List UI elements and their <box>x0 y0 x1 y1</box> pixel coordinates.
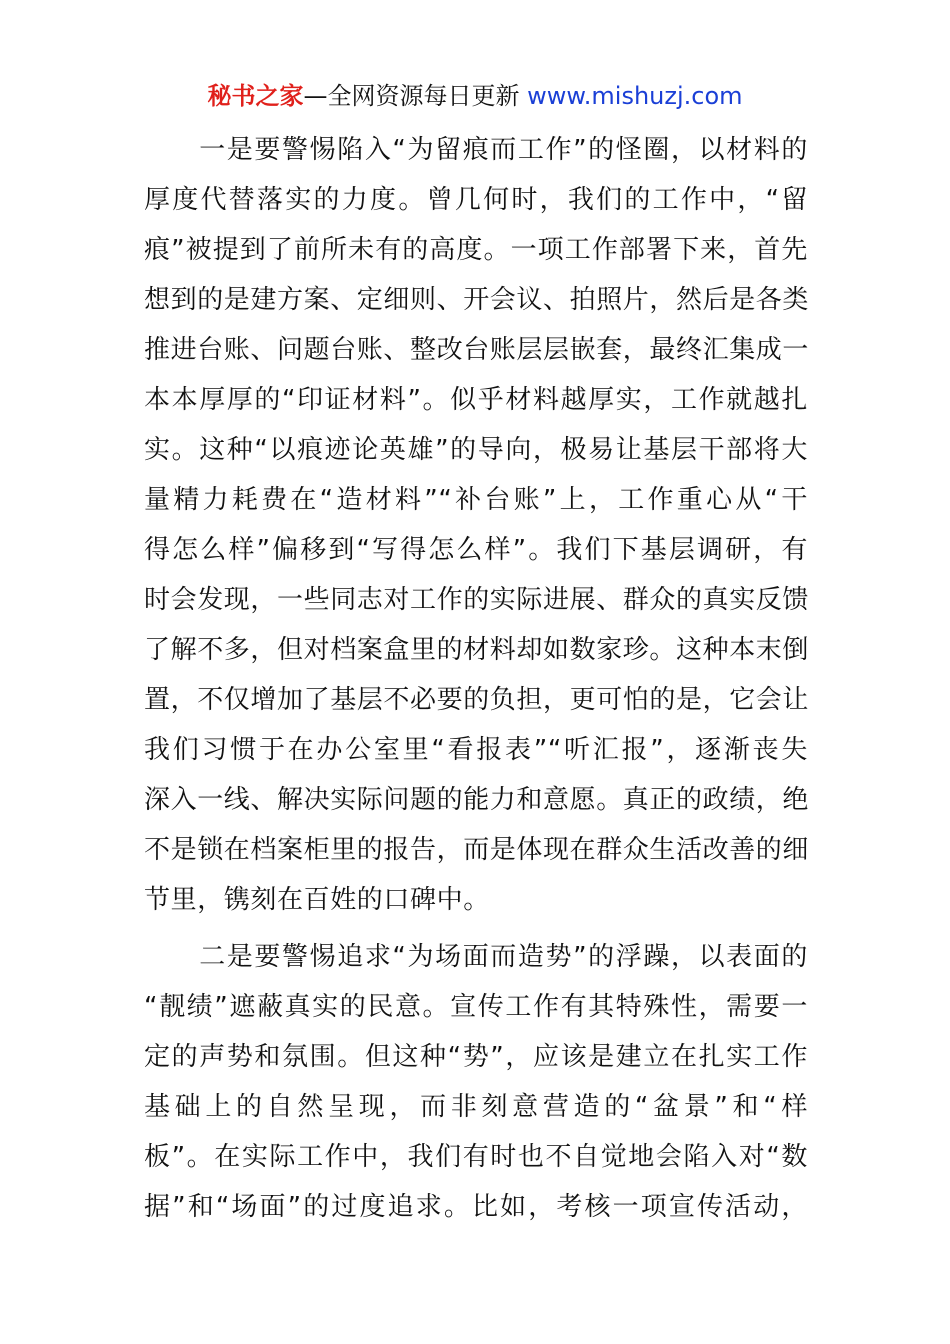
text-line: 了解不多，但对档案盒里的材料却如数家珍。这种本末倒 <box>144 635 810 665</box>
website-link[interactable]: www.mishuzj.com <box>527 82 743 110</box>
text-line: 本本厚厚的“印证材料”。似乎材料越厚实，工作就越扎 <box>144 385 808 415</box>
text-line: 节里，镌刻在百姓的口碑中。 <box>144 885 490 915</box>
paragraph-2 <box>144 932 808 1232</box>
header-tagline: —全网资源每日更新 <box>303 82 528 110</box>
text-line: 置，不仅增加了基层不必要的负担，更可怕的是，它会让 <box>144 685 810 715</box>
document-body <box>144 125 808 1232</box>
paragraph-1 <box>144 125 808 925</box>
text-line: 痕”被提到了前所未有的高度。一项工作部署下来，首先 <box>144 235 808 265</box>
text-line: 据”和“场面”的过度追求。比如，考核一项宣传活动， <box>144 1192 808 1222</box>
text-line: 一是要警惕陷入“为留痕而工作”的怪圈，以材料的 <box>144 135 808 165</box>
text-line: 深入一线、解决实际问题的能力和意愿。真正的政绩，绝 <box>144 785 810 815</box>
text-line: 推进台账、问题台账、整改台账层层嵌套，最终汇集成一 <box>144 335 810 365</box>
page-header <box>0 80 950 112</box>
text-line: 二是要警惕追求“为场面而造势”的浮躁，以表面的 <box>144 942 808 972</box>
text-line: 不是锁在档案柜里的报告，而是体现在群众生活改善的细 <box>144 835 810 865</box>
paragraph-gap <box>144 925 808 932</box>
brand-name: 秘书之家 <box>207 82 304 110</box>
text-line: 我们习惯于在办公室里“看报表”“听汇报”，逐渐丧失 <box>144 735 808 765</box>
text-line: 基础上的自然呈现，而非刻意营造的“盆景”和“样 <box>144 1092 808 1122</box>
text-line: 实。这种“以痕迹论英雄”的导向，极易让基层干部将大 <box>144 435 808 465</box>
text-line: 量精力耗费在“造材料”“补台账”上，工作重心从“干 <box>144 485 808 515</box>
text-line: 定的声势和氛围。但这种“势”，应该是建立在扎实工作 <box>144 1042 808 1072</box>
text-line: 时会发现，一些同志对工作的实际进展、群众的真实反馈 <box>144 585 810 615</box>
text-line: 厚度代替落实的力度。曾几何时，我们的工作中，“留 <box>144 185 808 215</box>
text-line: “靓绩”遮蔽真实的民意。宣传工作有其特殊性，需要一 <box>144 992 808 1022</box>
text-line: 板”。在实际工作中，我们有时也不自觉地会陷入对“数 <box>144 1142 808 1172</box>
text-line: 想到的是建方案、定细则、开会议、拍照片，然后是各类 <box>144 285 810 315</box>
text-line: 得怎么样”偏移到“写得怎么样”。我们下基层调研，有 <box>144 535 808 565</box>
